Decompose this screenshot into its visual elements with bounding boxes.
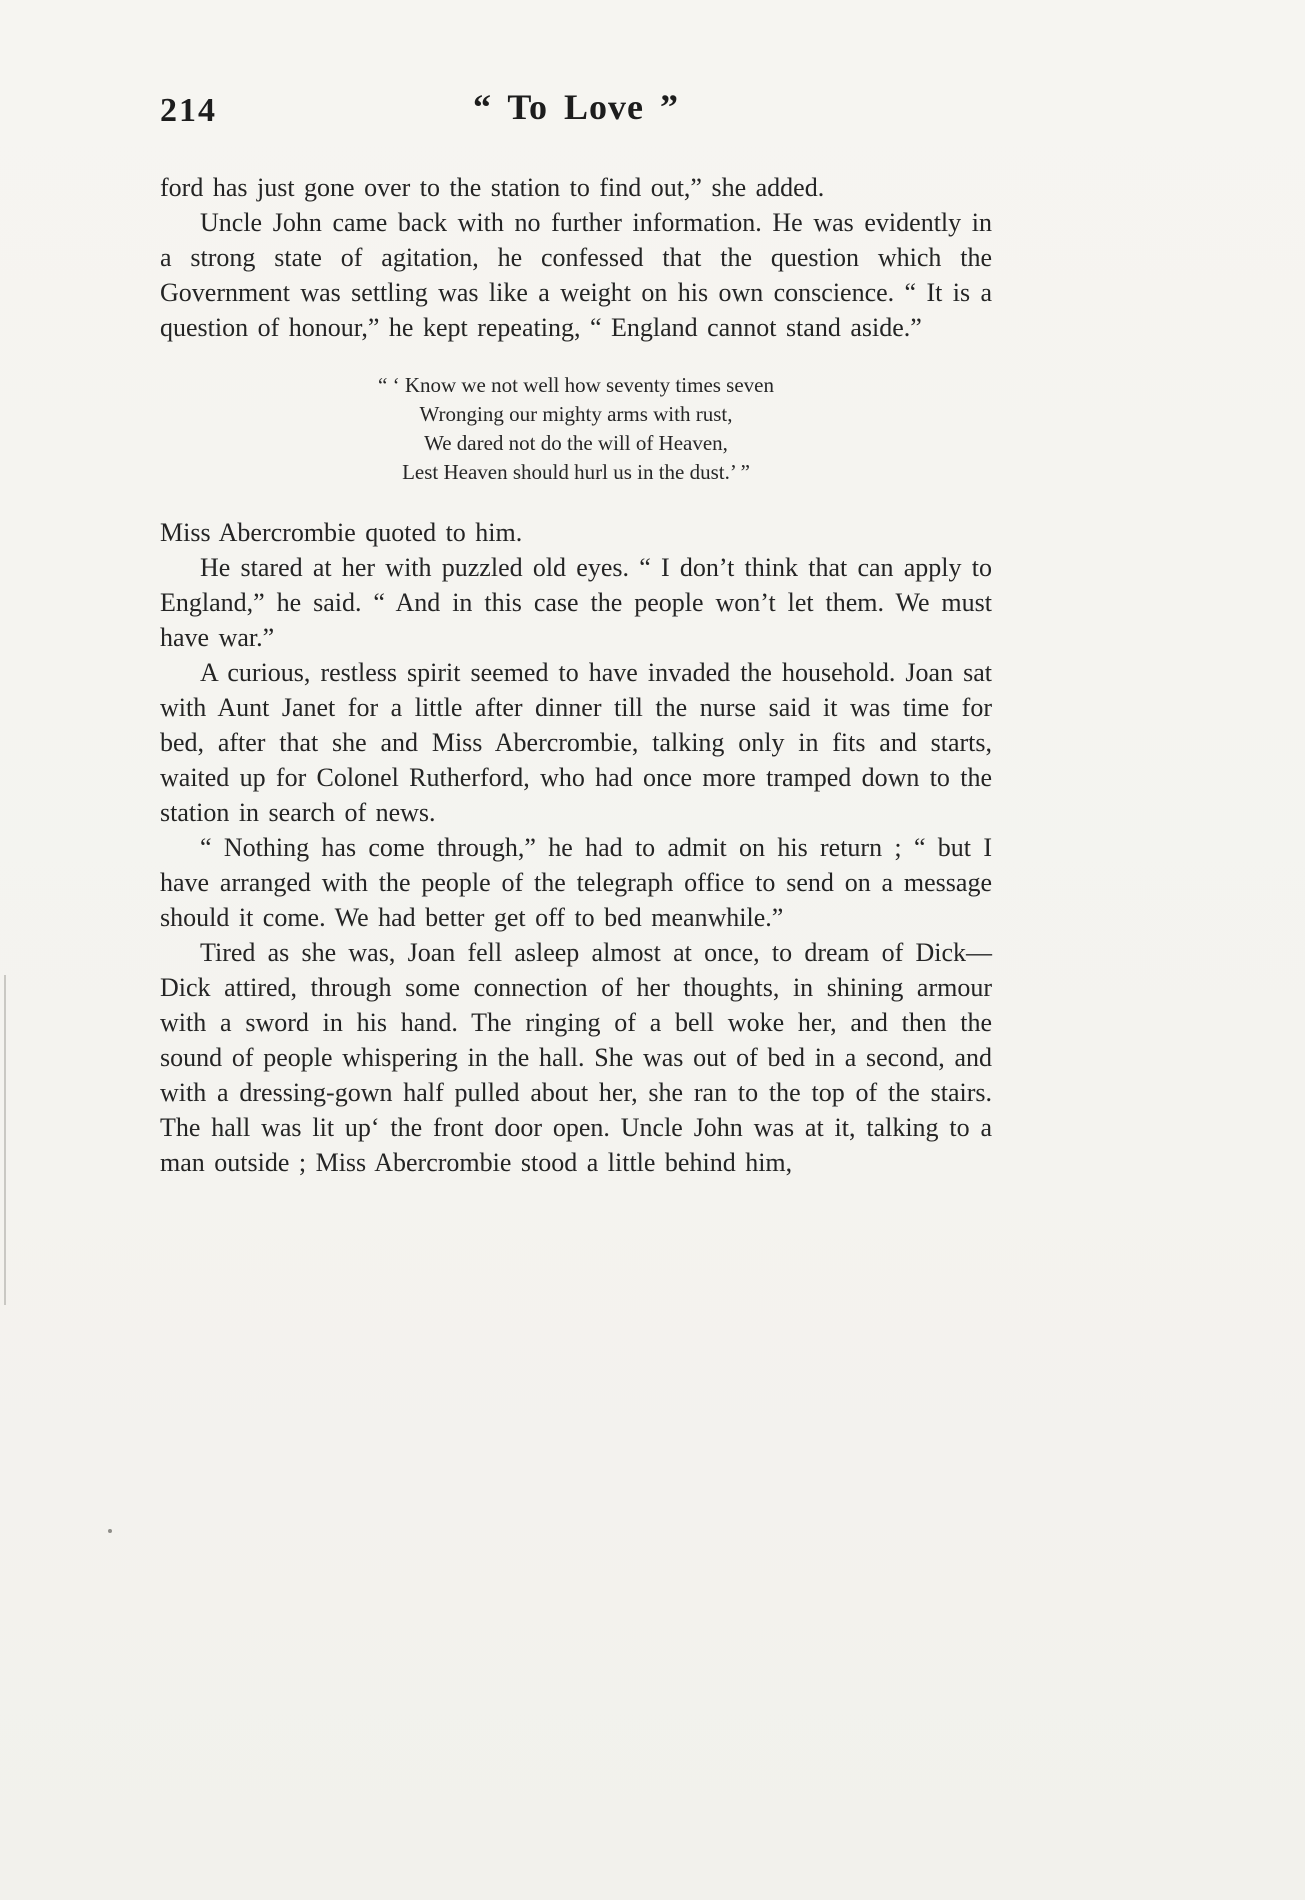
- page-number: 214: [160, 92, 217, 129]
- verse-line: Wronging our mighty arms with rust,: [419, 402, 733, 426]
- verse-quote: [160, 371, 992, 487]
- verse-line: “ ‘ Know we not well how seventy times seven: [378, 373, 774, 397]
- paragraph-tired: Tired as she was, Joan fell asleep almost at once, to dream of Dick—Dick attired, through some connection of her thoughts, in shining armour with a sword in his hand. The ringing of a bell woke her, and then the sound of people whispering in the hall. She was out of bed in a second, and with a dressing-gown half pulled about her, she ran to the top of the stairs. The hall was lit up‘ the front door open. Uncle John was at it, talking to a man outside ; Miss Abercrombie stood a little behind him,: [160, 938, 992, 1177]
- paragraph-uncle-john: Uncle John came back with no further information. He was evidently in a strong state of agitation, he confessed that the question which the Government was settling was like a weight on his own conscience. “ It is a question of honour,” he kept repeating, “ England cannot stand aside.”: [160, 208, 992, 342]
- verse-line: We dared not do the will of Heaven,: [424, 431, 728, 455]
- paragraph-stared: He stared at her with puzzled old eyes. “ I don’t think that can apply to England,” he said. “ And in this case the people won’t let them. We must have war.”: [160, 553, 992, 652]
- paragraph-quoted-to-him: Miss Abercrombie quoted to him.: [160, 518, 523, 547]
- paragraph-nothing-through: “ Nothing has come through,” he had to admit on his return ; “ but I have arranged with the people of the telegraph office to send on a message should it come. We had better get off to bed meanwhile.”: [160, 833, 992, 932]
- scan-edge-artifact: [4, 975, 6, 1305]
- text-column: [160, 86, 992, 1180]
- scan-speck-artifact: [108, 1529, 112, 1533]
- paragraph-curious-spirit: A curious, restless spirit seemed to have invaded the household. Joan sat with Aunt Janet for a little after dinner till the nurse said it was time for bed, after that she and Miss Abercrombie, talking only in fits and starts, waited up for Colonel Rutherford, who had once more tramped down to the station in search of news.: [160, 658, 992, 827]
- page-title: “ To Love ”: [472, 87, 680, 127]
- page-header: [160, 86, 992, 144]
- verse-line: Lest Heaven should hurl us in the dust.’ ”: [402, 460, 750, 484]
- paragraph-continuation: ford has just gone over to the station to find out,” she added.: [160, 173, 825, 202]
